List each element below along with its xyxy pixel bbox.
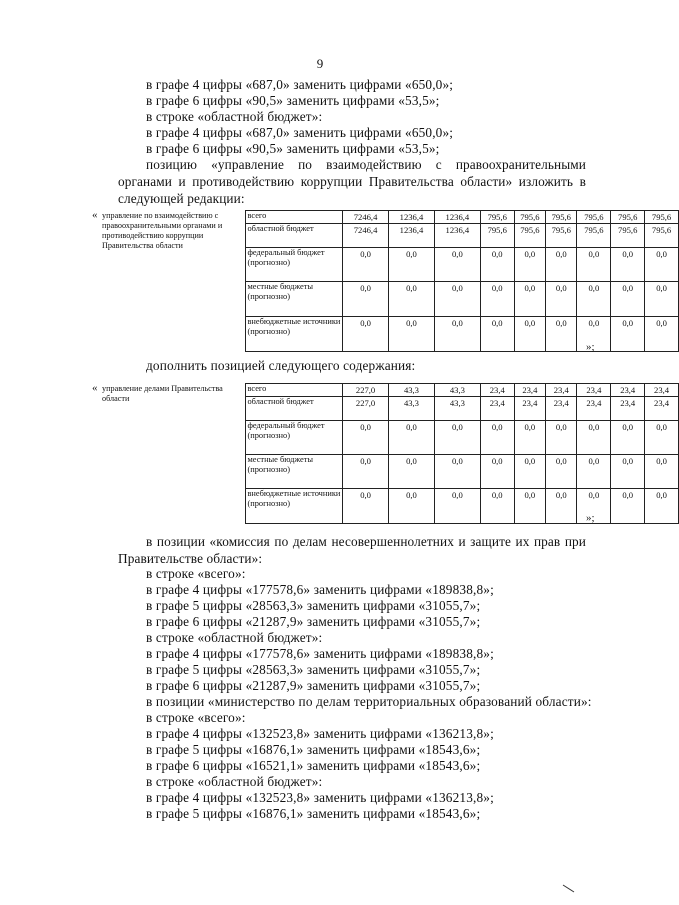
table-cell: 23,4 <box>577 384 611 397</box>
table-cell: 23,4 <box>645 397 679 421</box>
source-label: федеральный бюджет (прогнозно) <box>246 421 343 455</box>
table-cell: 7246,4 <box>343 224 389 248</box>
table-cell: 0,0 <box>343 455 389 489</box>
table-cell: 0,0 <box>514 455 545 489</box>
source-label: всего <box>246 384 343 397</box>
table-cell: 795,6 <box>480 211 514 224</box>
table-cell: 0,0 <box>645 455 679 489</box>
table-cell: 23,4 <box>514 384 545 397</box>
table-cell: 0,0 <box>645 317 679 352</box>
table-cell: 0,0 <box>577 282 611 317</box>
table-cell: 0,0 <box>389 455 435 489</box>
amendment-line: в строке «областной бюджет»: <box>146 774 323 789</box>
table-cell: 0,0 <box>343 317 389 352</box>
source-label: всего <box>246 211 343 224</box>
position-name: управление делами Правительства области <box>101 384 246 524</box>
intro-line: в графе 6 цифры «90,5» заменить цифрами «53,5»; <box>146 141 440 156</box>
table-row <box>101 211 679 224</box>
table-cell: 0,0 <box>546 248 577 282</box>
table-open-quote: « <box>92 209 98 221</box>
table-cell: 0,0 <box>389 421 435 455</box>
table-cell: 0,0 <box>514 421 545 455</box>
table-cell: 0,0 <box>546 282 577 317</box>
intro-line: в графе 4 цифры «687,0» заменить цифрами «650,0»; <box>146 77 454 92</box>
amendment-line: в строке «областной бюджет»: <box>146 630 323 645</box>
table-cell: 795,6 <box>577 224 611 248</box>
table-cell: 0,0 <box>389 489 435 524</box>
table-cell: 1236,4 <box>434 211 480 224</box>
table-cell: 1236,4 <box>389 211 435 224</box>
table-cell: 23,4 <box>577 397 611 421</box>
table-cell: 0,0 <box>645 248 679 282</box>
table-cell: 0,0 <box>546 317 577 352</box>
table-cell: 0,0 <box>645 489 679 524</box>
intro-line: в графе 4 цифры «687,0» заменить цифрами «650,0»; <box>146 125 454 140</box>
table-cell: 1236,4 <box>389 224 435 248</box>
amendment-line: в графе 4 цифры «132523,8» заменить цифрами «136213,8»; <box>146 790 494 805</box>
table-cell: 0,0 <box>343 489 389 524</box>
table-cell: 795,6 <box>546 211 577 224</box>
amendment-line: в графе 4 цифры «177578,6» заменить цифрами «189838,8»; <box>146 582 494 597</box>
table-cell: 0,0 <box>514 489 545 524</box>
table-cell: 0,0 <box>480 421 514 455</box>
table-cell: 0,0 <box>434 317 480 352</box>
amendment-line: в графе 6 цифры «21287,9» заменить цифрами «31055,7»; <box>146 678 481 693</box>
table-cell: 0,0 <box>546 489 577 524</box>
table-cell: 0,0 <box>343 421 389 455</box>
table-cell: 227,0 <box>343 397 389 421</box>
table-cell: 0,0 <box>577 421 611 455</box>
table-cell: 0,0 <box>611 455 645 489</box>
table-cell: 0,0 <box>577 489 611 524</box>
table-cell: 23,4 <box>611 384 645 397</box>
paragraph-add-position: дополнить позицией следующего содержания: <box>146 358 416 373</box>
table-cell: 0,0 <box>434 248 480 282</box>
table-row <box>101 384 679 397</box>
table-cell: 0,0 <box>611 421 645 455</box>
table-cell: 43,3 <box>389 384 435 397</box>
table-cell: 795,6 <box>611 224 645 248</box>
table-cell: 0,0 <box>577 455 611 489</box>
table-cell: 23,4 <box>546 397 577 421</box>
table-close-mark: »; <box>586 341 595 353</box>
budget-table <box>101 210 679 352</box>
source-label: местные бюджеты (прогнозно) <box>246 455 343 489</box>
amendment-line: в графе 4 цифры «177578,6» заменить цифрами «189838,8»; <box>146 646 494 661</box>
paragraph-position-edit: позицию «управление по взаимодействию с правоохранительными органами и противодействию коррупции Правительства области» изложить в следующей редакции: <box>118 157 586 206</box>
table-cell: 0,0 <box>434 421 480 455</box>
table-cell: 0,0 <box>645 421 679 455</box>
table-cell: 1236,4 <box>434 224 480 248</box>
table-cell: 0,0 <box>480 489 514 524</box>
table-cell: 23,4 <box>546 384 577 397</box>
table-cell: 0,0 <box>514 282 545 317</box>
table-cell: 0,0 <box>546 455 577 489</box>
table-cell: 227,0 <box>343 384 389 397</box>
table-cell: 43,3 <box>434 397 480 421</box>
amendment-line: в графе 5 цифры «28563,3» заменить цифрами «31055,7»; <box>146 662 481 677</box>
table-cell: 0,0 <box>480 248 514 282</box>
source-label: местные бюджеты (прогнозно) <box>246 282 343 317</box>
table-cell: 0,0 <box>343 248 389 282</box>
table-cell: 795,6 <box>514 224 545 248</box>
scan-mark <box>562 884 576 894</box>
table-cell: 795,6 <box>645 224 679 248</box>
amendment-line: в графе 5 цифры «16876,1» заменить цифрами «18543,6»; <box>146 742 481 757</box>
table-cell: 0,0 <box>514 248 545 282</box>
table-cell: 43,3 <box>434 384 480 397</box>
table-open-quote: « <box>92 382 98 394</box>
table-cell: 23,4 <box>611 397 645 421</box>
table-cell: 0,0 <box>611 317 645 352</box>
amendment-line: в строке «всего»: <box>146 566 246 581</box>
table-cell: 43,3 <box>389 397 435 421</box>
amendment-line: в графе 6 цифры «16521,1» заменить цифрами «18543,6»; <box>146 758 481 773</box>
amendment-line: в графе 5 цифры «28563,3» заменить цифрами «31055,7»; <box>146 598 481 613</box>
table-cell: 0,0 <box>611 282 645 317</box>
table-cell: 0,0 <box>577 317 611 352</box>
table-cell: 0,0 <box>480 317 514 352</box>
table-cell: 795,6 <box>514 211 545 224</box>
table-cell: 0,0 <box>645 282 679 317</box>
amendment-line: в графе 5 цифры «16876,1» заменить цифрами «18543,6»; <box>146 806 481 821</box>
table-cell: 7246,4 <box>343 211 389 224</box>
table-cell: 795,6 <box>577 211 611 224</box>
table-cell: 0,0 <box>546 421 577 455</box>
source-label: внебюджетные источники (прогнозно) <box>246 317 343 352</box>
table-cell: 0,0 <box>343 282 389 317</box>
intro-line: в строке «областной бюджет»: <box>146 109 323 124</box>
position-name: управление по взаимодействию с правоохранительными органами и противодействию коррупции Правительства области <box>101 211 246 352</box>
source-label: федеральный бюджет (прогнозно) <box>246 248 343 282</box>
table-cell: 795,6 <box>611 211 645 224</box>
budget-table <box>101 383 679 524</box>
table-cell: 23,4 <box>514 397 545 421</box>
amendment-line: в графе 4 цифры «132523,8» заменить цифрами «136213,8»; <box>146 726 494 741</box>
table-cell: 0,0 <box>389 248 435 282</box>
table-cell: 0,0 <box>514 317 545 352</box>
table-cell: 0,0 <box>434 282 480 317</box>
table-cell: 0,0 <box>389 282 435 317</box>
table-close-mark: »; <box>586 512 595 524</box>
table-cell: 0,0 <box>577 248 611 282</box>
source-label: областной бюджет <box>246 224 343 248</box>
table-cell: 0,0 <box>611 489 645 524</box>
page-number: 9 <box>316 56 324 71</box>
amendment-line: в строке «всего»: <box>146 710 246 725</box>
source-label: внебюджетные источники (прогнозно) <box>246 489 343 524</box>
source-label: областной бюджет <box>246 397 343 421</box>
amendment-line: в позиции «министерство по делам территориальных образований области»: <box>146 694 592 709</box>
table-cell: 23,4 <box>480 384 514 397</box>
table-cell: 0,0 <box>434 455 480 489</box>
table-cell: 0,0 <box>480 455 514 489</box>
table-cell: 0,0 <box>611 248 645 282</box>
amendment-line: в графе 6 цифры «21287,9» заменить цифрами «31055,7»; <box>146 614 481 629</box>
paragraph-commission-position: в позиции «комиссия по делам несовершеннолетних и защите их прав при Правительстве области»: <box>118 534 586 566</box>
table-cell: 0,0 <box>480 282 514 317</box>
table-cell: 795,6 <box>645 211 679 224</box>
table-cell: 0,0 <box>434 489 480 524</box>
table-cell: 23,4 <box>480 397 514 421</box>
table-cell: 795,6 <box>546 224 577 248</box>
table-cell: 23,4 <box>645 384 679 397</box>
table-cell: 795,6 <box>480 224 514 248</box>
intro-line: в графе 6 цифры «90,5» заменить цифрами «53,5»; <box>146 93 440 108</box>
table-cell: 0,0 <box>389 317 435 352</box>
